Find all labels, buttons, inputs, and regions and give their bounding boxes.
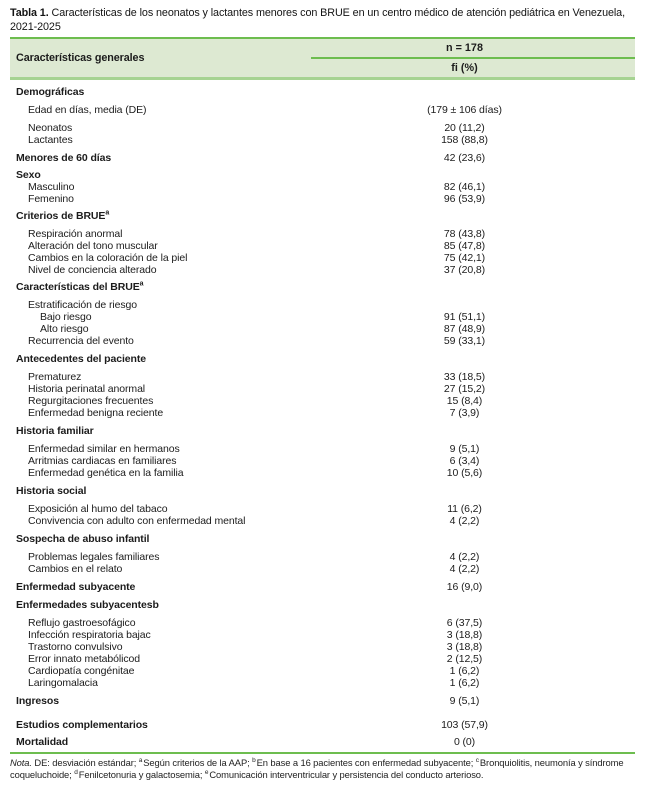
table-header xyxy=(10,37,635,77)
row-label: Historia perinatal anormal xyxy=(28,383,146,395)
row-label: Enfermedades subyacentesb xyxy=(16,599,159,611)
table-row xyxy=(10,443,635,455)
table-row xyxy=(10,581,635,593)
table-row xyxy=(10,719,635,731)
row-value: 75 (42,1) xyxy=(443,252,486,264)
table-row xyxy=(10,485,635,497)
table-row xyxy=(10,395,635,407)
row-value: 4 (2,2) xyxy=(449,551,480,563)
header-fi-label: fi (%) xyxy=(451,61,478,74)
row-label: Arritmias cardiacas en familiares xyxy=(28,455,177,467)
row-label: Alteración del tono muscular xyxy=(28,240,158,252)
table-bottom-border xyxy=(10,752,635,754)
row-value: 1 (6,2) xyxy=(449,677,480,689)
table-row xyxy=(10,311,635,323)
row-label: Cambios en el relato xyxy=(28,563,123,575)
row-label: Neonatos xyxy=(28,122,73,134)
row-value: 10 (5,6) xyxy=(446,467,483,479)
row-label: Laringomalacia xyxy=(28,677,98,689)
table-row xyxy=(10,599,635,611)
row-value: 2 (12,5) xyxy=(446,653,483,665)
row-label: Historia social xyxy=(16,485,87,497)
table-row xyxy=(10,210,635,222)
footnote xyxy=(10,757,635,781)
row-label: Cambios en la coloración de la piel xyxy=(28,252,188,264)
row-label: Historia familiar xyxy=(16,425,94,437)
row-label: Bajo riesgo xyxy=(40,311,92,323)
row-label: Enfermedad similar en hermanos xyxy=(28,443,180,455)
row-label: Regurgitaciones frecuentes xyxy=(28,395,154,407)
table-title-text: Características de los neonatos y lactantes menores con BRUE en un centro médico de atención pediátrica en Venezuela, 2021-2025 xyxy=(10,7,625,33)
footnote-text: DE: desviación estándar; $^a$Según criterios de la AAP; $^b$En base a 16 pacientes con enfermedad subyacente; $^c$Bronquiolitis, neumonía y síndrome coqueluchoide; $^d$Fenilcetonuria y galactosemia; $^e$Comunicación interventricular y persistencia del conducto arterioso. xyxy=(10,756,624,780)
row-label: Enfermedad subyacente xyxy=(16,581,136,593)
table-row xyxy=(10,617,635,629)
row-value: 9 (5,1) xyxy=(449,695,480,707)
table-row xyxy=(10,134,635,146)
row-value: 6 (3,4) xyxy=(449,455,480,467)
row-label: Reflujo gastroesofágico xyxy=(28,617,136,629)
row-value: 3 (18,8) xyxy=(446,629,483,641)
table-row xyxy=(10,551,635,563)
row-label: Cardiopatía congénitae xyxy=(28,665,135,677)
table-row xyxy=(10,152,635,164)
row-label: Edad en días, media (DE) xyxy=(28,104,147,116)
row-value: 158 (88,8) xyxy=(441,134,488,146)
table-row xyxy=(10,264,635,276)
table-title xyxy=(10,7,635,34)
row-value: 6 (37,5) xyxy=(446,617,483,629)
row-label: Lactantes xyxy=(28,134,73,146)
table-row xyxy=(10,425,635,437)
table-row xyxy=(10,455,635,467)
row-label: Respiración anormal xyxy=(28,228,123,240)
row-label: Recurrencia del evento xyxy=(28,335,134,347)
row-value: 59 (33,1) xyxy=(443,335,486,347)
table-row xyxy=(10,299,635,311)
row-label: Convivencia con adulto con enfermedad mental xyxy=(28,515,246,527)
table-row xyxy=(10,736,635,748)
row-value: 42 (23,6) xyxy=(443,152,486,164)
row-value: 85 (47,8) xyxy=(443,240,486,252)
table-row xyxy=(10,228,635,240)
table-title-label: Tabla 1. xyxy=(10,7,49,19)
table-row xyxy=(10,371,635,383)
row-label: Estudios complementarios xyxy=(16,719,148,731)
row-value xyxy=(294,353,635,365)
row-value: 4 (2,2) xyxy=(449,515,480,527)
table-row xyxy=(10,240,635,252)
table-row xyxy=(10,281,635,293)
row-value xyxy=(294,86,635,98)
table-row xyxy=(10,533,635,545)
table-row xyxy=(10,629,635,641)
table-row xyxy=(10,695,635,707)
table-row xyxy=(10,169,635,181)
row-value xyxy=(294,599,635,611)
row-label: Error innato metabólicod xyxy=(28,653,140,665)
table-row xyxy=(10,122,635,134)
table-row xyxy=(10,353,635,365)
row-value: 91 (51,1) xyxy=(443,311,486,323)
table-row xyxy=(10,252,635,264)
row-value: 103 (57,9) xyxy=(441,719,488,731)
table-row xyxy=(10,665,635,677)
table-row xyxy=(10,193,635,205)
row-value: 3 (18,8) xyxy=(446,641,483,653)
row-value: 87 (48,9) xyxy=(443,323,486,335)
row-label: Alto riesgo xyxy=(40,323,89,335)
row-label: Menores de 60 días xyxy=(16,152,112,164)
row-value xyxy=(294,533,635,545)
header-values-column xyxy=(294,39,635,77)
row-label: Masculino xyxy=(28,181,75,193)
row-label: Ingresos xyxy=(16,695,59,707)
row-label: Demográficas xyxy=(16,86,85,98)
row-value: 15 (8,4) xyxy=(446,395,483,407)
header-n-value: n = 178 xyxy=(446,42,483,55)
table-row xyxy=(10,641,635,653)
table-row xyxy=(10,515,635,527)
row-value xyxy=(294,425,635,437)
row-value: 33 (18,5) xyxy=(443,371,486,383)
table-row xyxy=(10,563,635,575)
row-label: Antecedentes del paciente xyxy=(16,353,146,365)
table-body xyxy=(10,80,635,748)
row-value xyxy=(294,210,635,222)
row-label: Mortalidad xyxy=(16,736,69,748)
row-value: 11 (6,2) xyxy=(447,503,482,515)
table-row xyxy=(10,104,635,116)
table-row xyxy=(10,503,635,515)
header-characteristics-label: Características generales xyxy=(16,52,145,64)
row-label: Trastorno convulsivo xyxy=(28,641,123,653)
row-value: (179 ± 106 días) xyxy=(427,104,502,116)
row-value: 37 (20,8) xyxy=(443,264,486,276)
row-label: Problemas legales familiares xyxy=(28,551,160,563)
row-value xyxy=(294,299,635,311)
table-row xyxy=(10,323,635,335)
row-label: Enfermedad genética en la familia xyxy=(28,467,184,479)
row-label: Infección respiratoria bajac xyxy=(28,629,151,641)
row-label: Criterios de BRUE$^a$ xyxy=(16,209,110,222)
row-label: Estratificación de riesgo xyxy=(28,299,137,311)
row-value: 9 (5,1) xyxy=(449,443,480,455)
table-row xyxy=(10,383,635,395)
row-label: Femenino xyxy=(28,193,74,205)
table-row xyxy=(10,86,635,98)
table-row xyxy=(10,467,635,479)
table-row xyxy=(10,181,635,193)
row-label: Sospecha de abuso infantil xyxy=(16,533,150,545)
row-label: Nivel de conciencia alterado xyxy=(28,264,157,276)
row-label: Enfermedad benigna reciente xyxy=(28,407,164,419)
row-value: 1 (6,2) xyxy=(449,665,480,677)
row-value: 7 (3,9) xyxy=(449,407,480,419)
row-value: 16 (9,0) xyxy=(446,581,483,593)
row-value xyxy=(294,281,635,293)
row-value: 96 (53,9) xyxy=(443,193,486,205)
row-value: 20 (11,2) xyxy=(444,122,485,134)
row-label: Características del BRUE$^a$ xyxy=(16,280,144,293)
row-value: 78 (43,8) xyxy=(443,228,486,240)
row-value: 82 (46,1) xyxy=(443,181,486,193)
row-value xyxy=(294,169,635,181)
row-value: 27 (15,2) xyxy=(443,383,486,395)
row-label: Exposición al humo del tabaco xyxy=(28,503,168,515)
row-label: Sexo xyxy=(16,169,41,181)
row-value xyxy=(294,485,635,497)
table-row xyxy=(10,407,635,419)
table-row xyxy=(10,335,635,347)
row-value: 4 (2,2) xyxy=(449,563,480,575)
row-label: Prematurez xyxy=(28,371,82,383)
footnote-nota-label: Nota. xyxy=(10,757,32,768)
row-value: 0 (0) xyxy=(453,736,476,748)
table-row xyxy=(10,677,635,689)
table-row xyxy=(10,653,635,665)
